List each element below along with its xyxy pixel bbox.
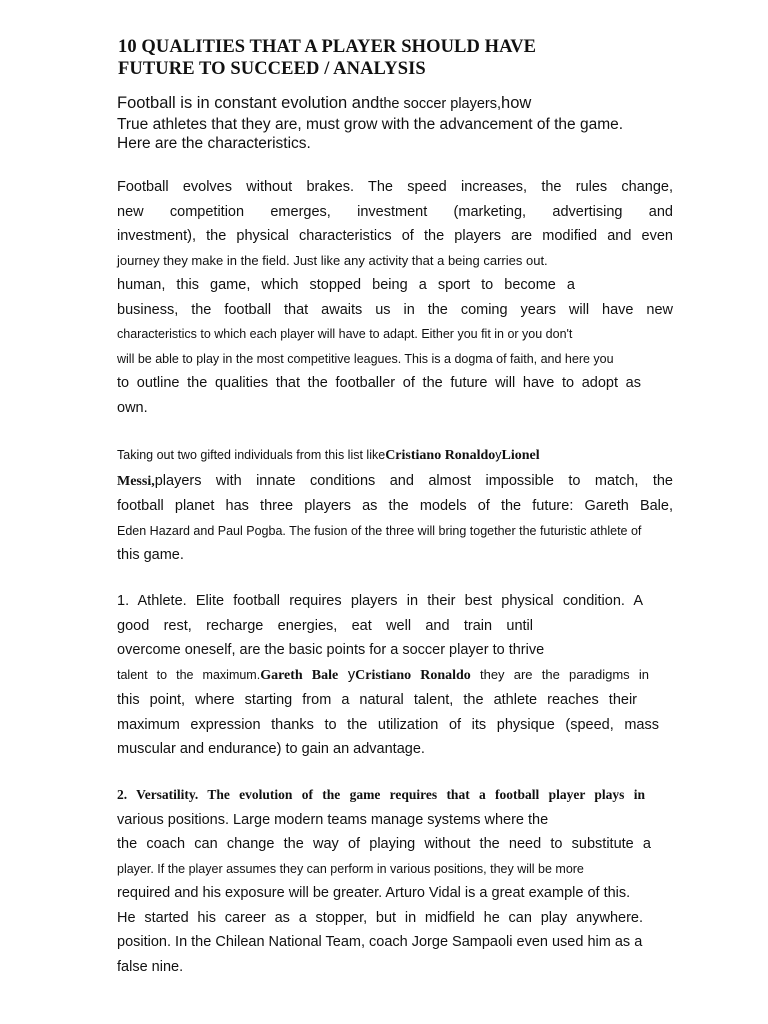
paragraph-4	[117, 783, 673, 979]
text-line: football planet has three players as the models of the future: Gareth Bale,	[117, 498, 673, 514]
title-line-1: 10 QUALITIES THAT A PLAYER SHOULD HAVE	[118, 37, 537, 57]
text-line: false nine.	[117, 958, 184, 975]
text-line: 1. Athlete. Elite football requires players in their best physical condition. A	[117, 593, 643, 609]
text-line: required and his exposure will be greater. Arturo Vidal is a great example of this.	[117, 885, 631, 901]
text-line: Football evolves without brakes. The speed increases, the rules change,	[117, 179, 673, 195]
text-line: investment), the physical characteristics of the players are modified and even	[117, 228, 673, 244]
text-line: Messi,players with innate conditions and almost impossible to match, the	[117, 472, 673, 489]
text-line: business, the football that awaits us in the coming years will have new	[117, 301, 673, 318]
intro-line-3: Here are the characteristics.	[117, 135, 311, 152]
text-line: will be able to play in the most competitive leagues. This is a dogma of faith, and here you	[117, 351, 614, 366]
text-line: He started his career as a stopper, but in midfield he can play anywhere.	[117, 909, 643, 926]
paragraph-1	[117, 175, 673, 420]
text-line: muscular and endurance) to gain an advantage.	[117, 741, 425, 757]
player-name: Cristiano Ronaldo	[355, 667, 471, 683]
title-line-2: FUTURE TO SUCCEED / ANALYSIS	[118, 59, 426, 79]
text-line: various positions. Large modern teams manage systems where the	[117, 811, 549, 828]
player-name: Gareth Bale	[260, 667, 339, 683]
text-line: talent to the maximum.Gareth Bale yCristiano Ronaldo they are the paradigms in	[117, 666, 649, 683]
text-line: this point, where starting from a natural talent, the athlete reaches their	[117, 692, 637, 708]
text-line: Taking out two gifted individuals from this list likeCristiano RonaldoyLionel	[117, 448, 540, 463]
text-line: player. If the player assumes they can perform in various positions, they will be more	[117, 861, 584, 876]
text-line: human, this game, which stopped being a sport to become a	[117, 277, 575, 293]
text-line: overcome oneself, are the basic points for a soccer player to thrive	[117, 642, 545, 658]
text-line: the coach can change the way of playing without the need to substitute a	[117, 836, 651, 852]
text-line: Eden Hazard and Paul Pogba. The fusion of the three will bring together the futuristic athlete of	[117, 523, 642, 538]
text-line: to outline the qualities that the footballer of the future will have to adopt as	[117, 375, 641, 391]
text-line: journey they make in the field. Just like any activity that a being carries out.	[117, 252, 548, 268]
paragraph-2	[117, 443, 673, 568]
text-line: new competition emerges, investment (marketing, advertising and	[117, 203, 673, 220]
paragraph-3	[117, 589, 673, 762]
player-name: Messi,	[117, 473, 155, 489]
text-line: maximum expression thanks to the utilization of its physique (speed, mass	[117, 716, 659, 733]
text-line: position. In the Chilean National Team, coach Jorge Sampaoli even used him as a	[117, 934, 643, 950]
text-line: this game.	[117, 547, 184, 563]
text-line: own.	[117, 399, 148, 416]
intro-paragraph	[117, 94, 677, 154]
player-name: Cristiano Ronaldo	[385, 448, 496, 463]
intro-line-1: Football is in constant evolution andthe soccer players,how	[117, 94, 532, 112]
text-line: characteristics to which each player will have to adapt. Either you fit in or you don't	[117, 327, 573, 341]
section-heading-line: 2. Versatility. The evolution of the game requires that a football player plays in	[117, 787, 645, 802]
text-line: good rest, recharge energies, eat well and train until	[117, 617, 533, 634]
intro-line-2: True athletes that they are, must grow with the advancement of the game.	[117, 115, 624, 133]
page-title	[118, 36, 678, 80]
player-name: Lionel	[501, 448, 540, 463]
